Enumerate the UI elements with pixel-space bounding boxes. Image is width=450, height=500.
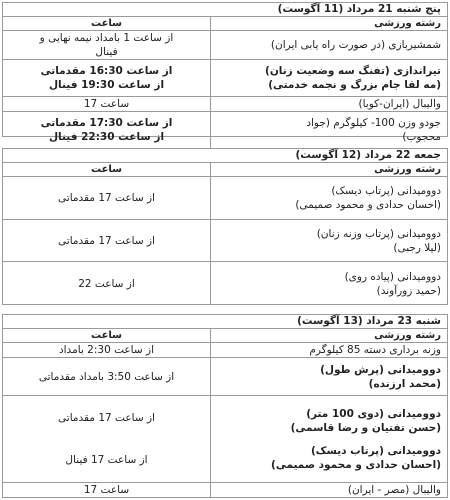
- column-header-row: [3, 329, 447, 343]
- sport-name: جودو وزن 100- کیلوگرم (جواد: [306, 117, 441, 129]
- table-row: [3, 396, 447, 483]
- column-header-time: ساعت: [90, 330, 122, 341]
- time-cell: [3, 396, 210, 482]
- column-header-time: ساعت: [90, 18, 122, 29]
- schedule-table-day-1: [2, 2, 448, 143]
- table-row: [3, 343, 447, 358]
- time-cell: [3, 262, 210, 305]
- table-row: [3, 483, 447, 497]
- sport-name: دوومیدانی (پرش طول): [320, 363, 441, 376]
- athlete-names: (احسان حدادی و محمود صمیمی): [295, 199, 441, 211]
- time-text: از ساعت 22:30 فینال: [48, 131, 165, 143]
- column-header-time: ساعت: [90, 164, 122, 175]
- time-cell: [3, 177, 210, 219]
- time-cell: [3, 31, 210, 59]
- time-text: ساعت 17: [83, 98, 130, 110]
- sport-cell: [210, 483, 447, 497]
- spacer: [217, 435, 441, 444]
- table-row: [3, 31, 447, 60]
- time-cell: [3, 358, 210, 395]
- sport-cell: [210, 60, 447, 96]
- sport-cell: [210, 220, 447, 261]
- time-cell: [3, 343, 210, 357]
- time-text: از ساعت 17 مقدماتی: [58, 234, 155, 247]
- time-text: از ساعت 17 مقدماتی: [58, 412, 155, 424]
- column-header-sport: رشته ورزشی: [210, 17, 447, 30]
- column-header-row: [3, 163, 447, 177]
- sport-name: تیراندازی (تفنگ سه وضعیت زنان): [265, 65, 441, 77]
- time-cell: [3, 97, 210, 111]
- sport-name: وزنه برداری دسته 85 کیلوگرم: [309, 344, 441, 356]
- time-text: از ساعت 1 بامداد نیمه نهایی و: [39, 32, 174, 44]
- day-title: پنج شنبه 21 مرداد (11 آگوست): [3, 3, 447, 17]
- schedule-table-day-2: [2, 148, 448, 305]
- sport-name-cont: محجوب): [402, 131, 441, 143]
- sport-cell: [210, 358, 447, 395]
- sport-name: والیبال (ایران-کوبا): [358, 98, 441, 110]
- table-row: [3, 60, 447, 97]
- sport-cell: [210, 396, 447, 482]
- table-row: [3, 262, 447, 305]
- time-text: ساعت 17: [83, 484, 130, 496]
- spacer: [9, 425, 204, 453]
- time-text: از ساعت 2:30 بامداد: [58, 344, 155, 356]
- time-text: از ساعت 17:30 مقدماتی: [40, 117, 173, 129]
- column-header-sport: رشته ورزشی: [210, 163, 447, 176]
- sport-name: دوومیدانی (پرتاب وزنه زنان): [316, 227, 441, 240]
- time-cell: [3, 483, 210, 497]
- table-row: [3, 358, 447, 396]
- time-text: از ساعت 19:30 فینال: [48, 79, 165, 91]
- athlete-names: (حمید زورآوند): [376, 284, 441, 297]
- day-title: شنبه 23 مرداد (13 آگوست): [3, 315, 447, 329]
- table-row: [3, 220, 447, 262]
- time-text: از ساعت 17 مقدماتی: [58, 192, 155, 204]
- time-cell: [3, 112, 210, 148]
- sport-name: شمشیربازی (در صورت راه یابی ایران): [270, 39, 441, 51]
- sport-cell: [210, 343, 447, 357]
- sport-cell: [210, 97, 447, 111]
- sport-cell: [210, 112, 447, 148]
- column-header-row: [3, 17, 447, 31]
- table-row: [3, 177, 447, 220]
- time-text: از ساعت 22: [78, 277, 135, 290]
- sport-name: دوومیدانی (پرتاب دیسک): [331, 185, 441, 197]
- column-header-sport: رشته ورزشی: [210, 329, 447, 342]
- time-text: از ساعت 16:30 مقدماتی: [40, 65, 173, 77]
- sport-name: دوومیدانی (پرتاب دیسک): [310, 444, 441, 457]
- athlete-names: (احسان حدادی و محمود صمیمی): [271, 458, 441, 471]
- time-text: فینال: [95, 46, 118, 58]
- time-text: از ساعت 17 فینال: [65, 454, 148, 466]
- sport-name: والیبال (مصر - ایران): [347, 484, 441, 496]
- athlete-names: (لیلا رجبی): [393, 241, 441, 254]
- table-row: [3, 97, 447, 112]
- table-row: [3, 112, 447, 148]
- sport-name: دوومیدانی (دوی 100 متر): [306, 407, 441, 420]
- athlete-names: (مه لقا جام بزرگ و نجمه خدمتی): [268, 79, 441, 91]
- time-cell: [3, 60, 210, 96]
- athlete-names: (حسن تفتیان و رضا قاسمی): [290, 421, 441, 434]
- sport-name: دوومیدانی (پیاده روی): [344, 270, 441, 283]
- day-title: جمعه 22 مرداد (12 آگوست): [3, 149, 447, 163]
- sport-cell: [210, 177, 447, 219]
- sport-cell: [210, 262, 447, 305]
- time-cell: [3, 220, 210, 261]
- sport-cell: [210, 31, 447, 59]
- schedule-table-day-3: [2, 314, 448, 498]
- athlete-names: (محمد ارزنده): [368, 377, 441, 390]
- time-text: از ساعت 3:50 بامداد مقدماتی: [38, 370, 175, 383]
